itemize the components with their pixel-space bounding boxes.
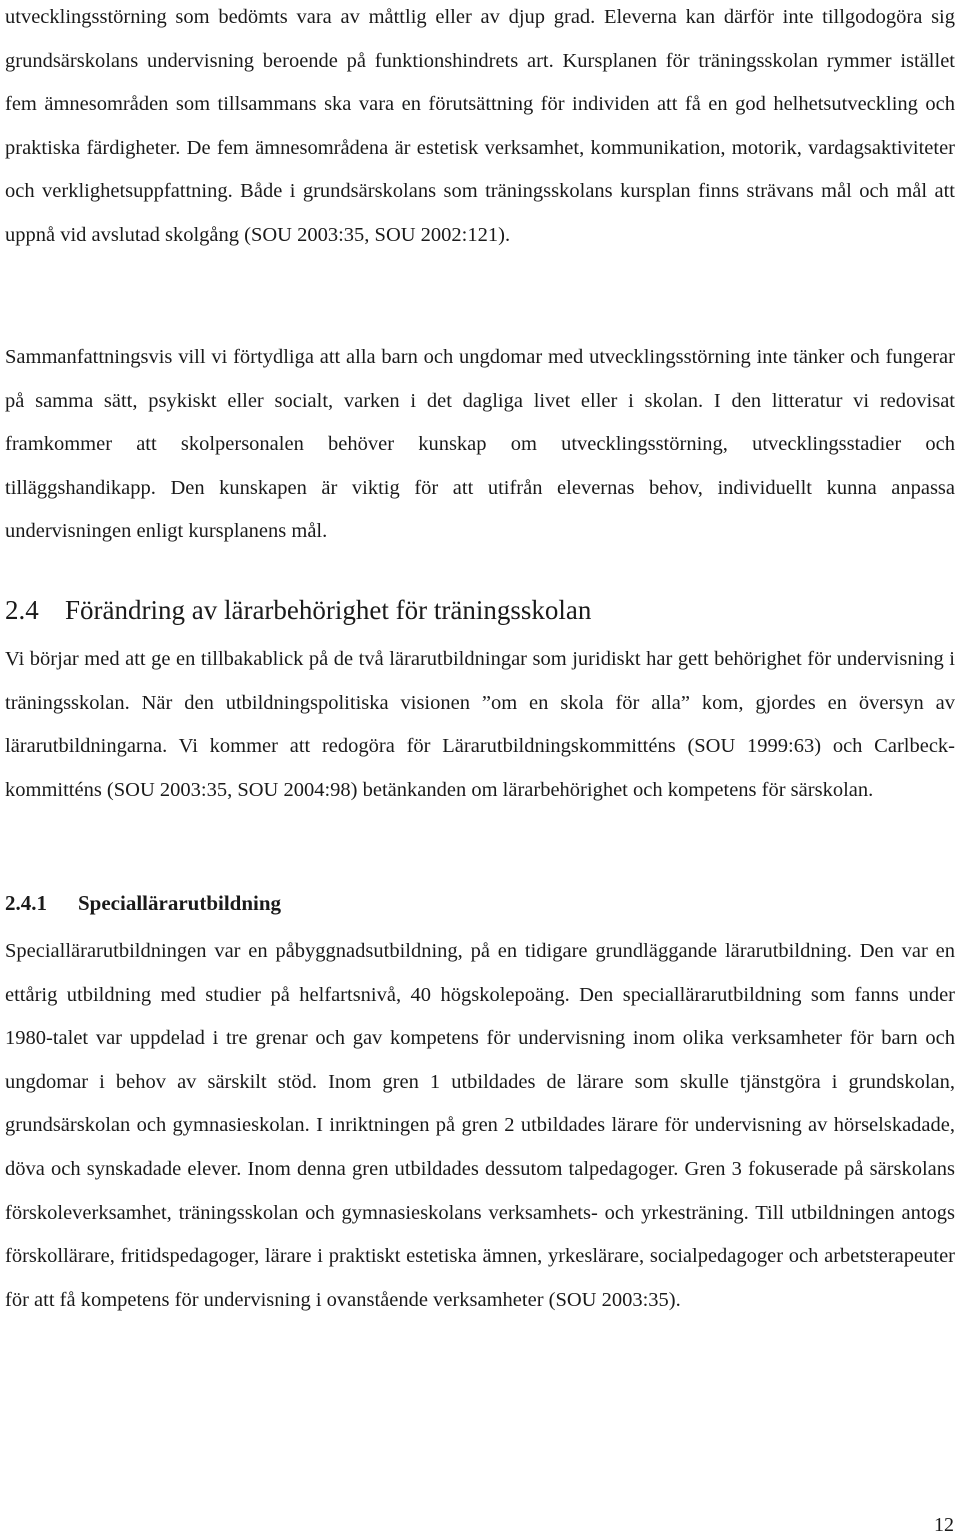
- subsection-title: Speciallärarutbildning: [78, 891, 282, 915]
- paragraph-section-2-4: Vi börjar med att ge en tillbakablick på de två lärarutbildningar som juridiskt har gett behörighet för undervisning i träningsskolan. När den utbildningspolitiska visionen ”om en skola för alla” kom, gjordes en översyn av lärarutbildningarna. Vi kommer att redogöra för Lärarutbildningskommitténs (SOU 1999:63) och Carlbeck-kommitténs (SOU 2003:35, SOU 2004:98) betänkanden om lärarbehörighet och kompetens för särskolan.: [5, 648, 955, 801]
- section-heading-2-4: [5, 590, 591, 630]
- page-number: 12: [934, 1514, 954, 1536]
- subsection-number: 2.4.1: [5, 891, 47, 915]
- paragraph-section-2-4-1: Speciallärarutbildningen var en påbyggnadsutbildning, på en tidigare grundläggande lärarutbildning. Den var en ettårig utbildning med studier på helfartsnivå, 40 högskolepoäng. Den speciallärarutbildning som fanns under 1980-talet var uppdelad i tre grenar och gav kompetens för undervisning inom olika verksamheter för barn och ungdomar i behov av särskilt stöd. Inom gren 1 utbildades de lärare som skulle tjänstgöra i grundskolan, grundsärskolan och gymnasieskolan. I inriktningen på gren 2 utbildades lärare för undervisning av hörselskadade, döva och synskadade elever. Inom denna gren utbildades dessutom talpedagoger. Gren 3 fokuserade på särskolans förskoleverksamhet, träningsskolan och gymnasieskolans verksamhets- och yrkesträning. Till utbildningen antogs förskollärare, fritidspedagoger, lärare i praktiskt estetiska ämnen, yrkeslärare, socialpedagoger och arbetsterapeuter för att få kompetens för undervisning i ovanstående verksamheter (SOU 2003:35).: [5, 940, 955, 1311]
- section-title: Förändring av lärarbehörighet för träningsskolan: [65, 595, 592, 625]
- subsection-heading-2-4-1: [5, 883, 281, 923]
- paragraph-intro-continued: utvecklingsstörning som bedömts vara av måttlig eller av djup grad. Eleverna kan därför inte tillgodogöra sig grundsärskolans undervisning beroende på funktionshindrets art. Kursplanen för träningsskolan rymmer istället fem ämnesområden som tillsammans ska vara en förutsättning för individen att få en god helhetsutveckling och praktiska färdigheter. De fem ämnesområdena är estetisk verksamhet, kommunikation, motorik, vardagsaktiviteter och verklighetsuppfattning. Både i grundsärskolans som träningsskolans kursplan finns strävans mål och mål att uppnå vid avslutad skolgång (SOU 2003:35, SOU 2002:121).: [5, 6, 955, 246]
- paragraph-summary: Sammanfattningsvis vill vi förtydliga att alla barn och ungdomar med utvecklingsstörning inte tänker och fungerar på samma sätt, psykiskt eller socialt, varken i det dagliga livet eller i skolan. I den litteratur vi redovisat framkommer att skolpersonalen behöver kunskap om utvecklingsstörning, utvecklingsstadier och tilläggshandikapp. Den kunskapen är viktig för att utifrån elevernas behov, individuellt kunna anpassa undervisningen enligt kursplanens mål.: [5, 346, 955, 543]
- section-number: 2.4: [5, 595, 39, 625]
